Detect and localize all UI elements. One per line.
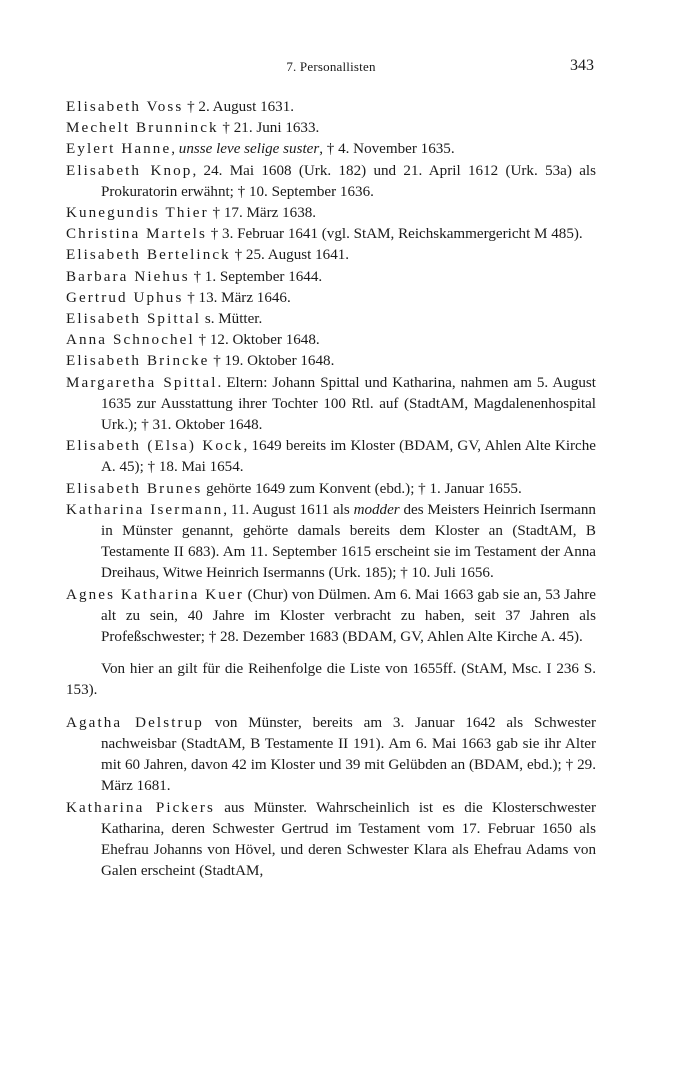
entry-text: † 1. September 1644. [189, 268, 323, 285]
list-entry [66, 203, 596, 224]
entry-text: † 25. August 1641. [230, 247, 350, 264]
entry-text: , 1649 bereits im Kloster (BDAM, GV, Ahlen Alte Kirche A. 45); † 18. Mai 1654. [101, 438, 597, 476]
list-entry [66, 500, 596, 585]
person-name: Elisabeth Knop [66, 162, 193, 179]
entry-text: gehörte 1649 zum Konvent (ebd.); † 1. Januar 1655. [202, 480, 522, 497]
entry-text: . Eltern: Johann Spittal und Katharina, nahmen am 5. August 1635 zur Ausstattung ihrer Tochter 100 Rtl. auf (StadtAM, Magdalenenhospital Urk.); † 31. Oktober 1648. [101, 374, 596, 434]
list-entry [66, 798, 596, 883]
list-entry [66, 288, 596, 309]
list-entry [66, 479, 596, 500]
list-entry [66, 373, 596, 437]
person-name: Mechelt Brunninck [66, 120, 219, 137]
personnel-list-continued [66, 713, 596, 883]
person-name: Kunegundis Thier [66, 205, 209, 222]
italic-quote: unsse leve selige suster [178, 141, 320, 158]
list-entry [66, 713, 596, 798]
person-name: Elisabeth Voss [66, 99, 184, 115]
entry-text: † 2. August 1631. [183, 99, 295, 115]
note-paragraph: Von hier an gilt für die Reihenfolge die Liste von 1655ff. (StAM, Msc. I 236 S. 153). [66, 661, 596, 699]
entry-text: , [171, 141, 179, 158]
person-name: Elisabeth Spittal [66, 311, 202, 328]
person-name: Agnes Katharina Kuer [66, 586, 244, 603]
entry-text: , † 4. November 1635. [319, 141, 455, 158]
list-entry [66, 118, 596, 139]
person-name: Elisabeth Bertelinck [66, 247, 231, 264]
list-entry [66, 585, 596, 649]
person-name: Eylert Hanne [66, 141, 172, 158]
person-name: Elisabeth Brunes [66, 480, 203, 497]
entry-text: † 12. Oktober 1648. [194, 332, 320, 349]
person-name: Elisabeth Brincke [66, 353, 210, 370]
list-entry [66, 245, 596, 266]
entry-text: † 13. März 1646. [183, 289, 291, 306]
entry-text: † 17. März 1638. [208, 205, 317, 222]
entry-text: (Chur) von Dülmen. Am 6. Mai 1663 gab sie an, 53 Jahre alt zu sein, 40 Jahre im Kloster verbracht zu haben, seit 37 Jahren als Profeßschwester; † 28. Dezember 1683 (BDAM, GV, Ahlen Alte Kirche A. 45). [101, 586, 597, 646]
personnel-list [66, 97, 596, 648]
person-name: Christina Martels [66, 226, 207, 243]
entry-text: s. Mütter. [201, 311, 263, 328]
italic-quote: modder [353, 501, 400, 518]
person-name: Gertrud Uphus [66, 289, 184, 306]
entry-text: des Meisters Heinrich Isermann in Münster genannt, gehörte damals bereits dem Kloster an (StadtAM, B Testamente II 683). Am 11. September 1615 erscheint sie im Testament der Anna Dreihaus, Witwe Heinrich Isermanns (Urk. 185); † 10. Juli 1656. [101, 501, 596, 582]
list-entry [66, 267, 596, 288]
list-entry [66, 351, 596, 372]
person-name: Margaretha Spittal [66, 374, 218, 391]
person-name: Elisabeth (Elsa) Kock [66, 438, 244, 455]
list-entry [66, 436, 596, 478]
entry-text: von Münster, bereits am 3. Januar 1642 als Schwester nachweisbar (StadtAM, B Testamente II 191). Am 6. Mai 1663 gab sie ihr Alter mit 60 Jahren, davon 42 im Kloster und 39 mit Gelübden an (BDAM, ebd.); † 29. März 1681. [101, 714, 597, 795]
list-entry [66, 97, 596, 118]
main-text [66, 97, 596, 882]
entry-text: † 3. Februar 1641 (vgl. StAM, Reichskammergericht M 485). [206, 226, 583, 243]
list-entry [66, 139, 596, 160]
list-entry [66, 309, 596, 330]
list-entry [66, 161, 596, 203]
running-header [66, 57, 596, 81]
person-name: Katharina Pickers [66, 799, 215, 816]
person-name: Barbara Niehus [66, 268, 190, 285]
section-title: 7. Personallisten [286, 59, 376, 74]
list-entry [66, 224, 596, 245]
person-name: Anna Schnochel [66, 332, 195, 349]
entry-text: † 19. Oktober 1648. [209, 353, 335, 370]
person-name: Agatha Delstrup [66, 714, 204, 731]
page-number: 343 [570, 57, 594, 74]
person-name: Katharina Isermann [66, 501, 224, 518]
entry-text: , 24. Mai 1608 (Urk. 182) und 21. April 1612 (Urk. 53a) als Prokuratorin erwähnt; † 10. September 1636. [101, 162, 596, 200]
entry-text: , 11. August 1611 als [223, 501, 354, 518]
entry-text: † 21. Juni 1633. [218, 120, 320, 137]
entry-text: aus Münster. Wahrscheinlich ist es die Klosterschwester Katharina, deren Schwester Gertrud im Testament vom 17. Februar 1650 als Ehefrau Johanns von Hövel, und deren Schwester Klara als Ehefrau Adams von Galen erscheint (StadtAM, [101, 799, 597, 880]
list-entry [66, 330, 596, 351]
